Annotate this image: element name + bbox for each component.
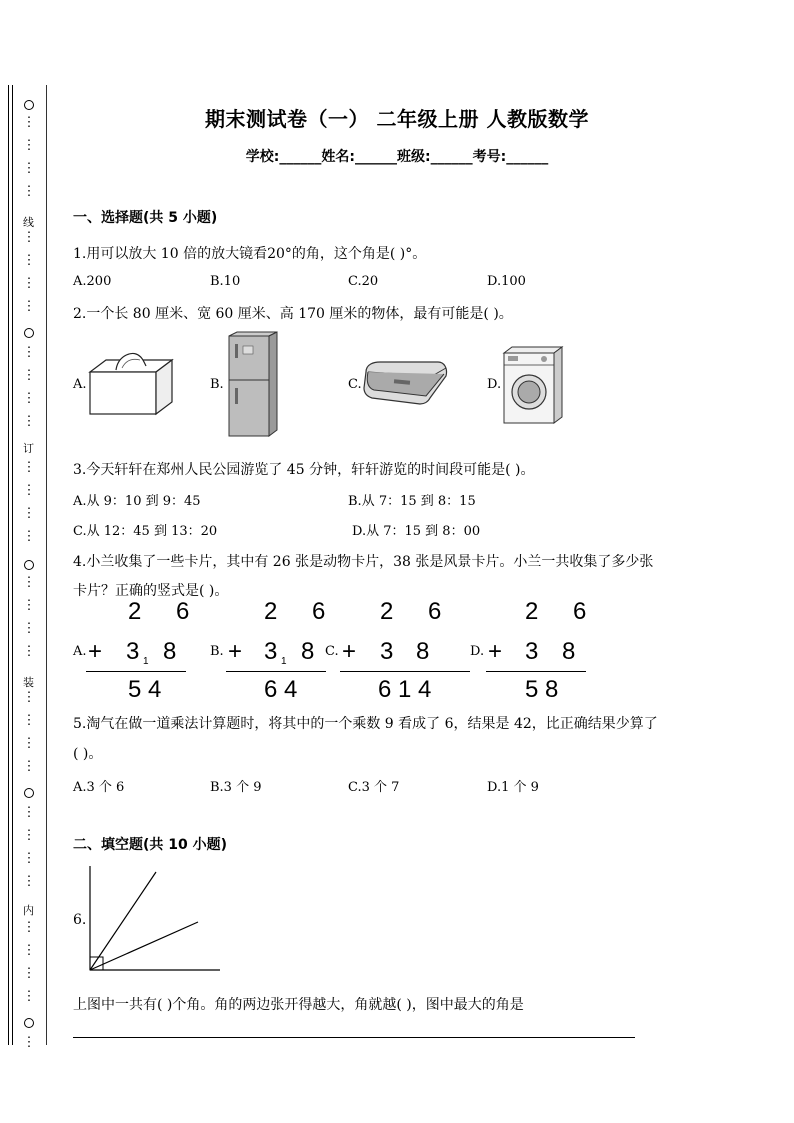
q4-d-rule [486,671,586,672]
margin-line-inner [12,85,13,1045]
q4-option-a-label: A. [73,644,87,659]
margin-dots: ⋮ [22,138,36,153]
q3-option-c: C.从 12：45 到 13：20 [73,524,218,539]
margin-circle [24,560,34,570]
margin-dots: ⋮ [22,345,36,360]
margin-dots: ⋮ [22,805,36,820]
q4-d-plus: + [488,638,503,665]
margin-dots: ⋮ [22,598,36,613]
q1-option-d: D.100 [487,274,526,289]
margin-char: 装 [23,676,34,689]
margin-circle [24,1018,34,1028]
q6-answer-line [73,1037,635,1038]
q4-a-carry: 1 [143,656,149,667]
margin-dots: ⋮ [22,368,36,383]
margin-dots: ⋮ [22,483,36,498]
q3-option-b: B.从 7：15 到 8：15 [348,494,476,509]
q4-d-mid1: 3 [525,638,539,665]
margin-dots: ⋮ [22,161,36,176]
section-choice-title: 一、选择题(共 5 小题) [73,210,218,226]
margin-dots: ⋮ [22,851,36,866]
pencil-case-icon [360,358,450,408]
q1-option-a: A.200 [73,274,112,289]
q4-c-plus: + [342,638,357,665]
margin-dots: ⋮ [22,184,36,199]
q4-d-top: 2 6 [525,598,601,625]
margin-dots: ⋮ [22,529,36,544]
margin-circle [24,788,34,798]
section-fill-title: 二、填空题(共 10 小题) [73,837,228,853]
q4-c-mid2: 8 [416,638,430,665]
q4-c-mid1: 3 [380,638,394,665]
q3-option-d: D.从 7：15 到 8：00 [352,524,481,539]
angle-figure [84,864,224,976]
margin-dots: ⋮ [22,621,36,636]
question-6-text: 上图中一共有( )个角。角的两边张开得越大，角就越( )，图中最大的角是 [73,997,524,1013]
margin-dots: ⋮ [22,690,36,705]
margin-dots: ⋮ [22,966,36,981]
question-4-line2: 卡片？正确的竖式是( )。 [73,583,229,599]
margin-dots: ⋮ [22,759,36,774]
margin-dots: ⋮ [22,230,36,245]
q1-option-b: B.10 [210,274,241,289]
margin-dots: ⋮ [22,506,36,521]
margin-dots: ⋮ [22,828,36,843]
margin-line-outer [8,85,9,1045]
q4-b-rule [226,671,326,672]
q4-a-mid2: 8 [163,638,177,665]
margin-dots: ⋮ [22,276,36,291]
q4-a-result: 5 4 [128,676,162,703]
q5-option-b: B.3 个 9 [210,780,262,795]
refrigerator-icon [225,330,281,440]
margin-dots: ⋮ [22,1035,36,1050]
q3-option-a: A.从 9：10 到 9：45 [73,494,201,509]
question-1: 1.用可以放大 10 倍的放大镜看20°的角，这个角是( )°。 [73,246,427,262]
q4-a-rule [86,671,186,672]
q4-d-mid2: 8 [562,638,576,665]
margin-char: 订 [23,442,34,455]
q4-option-b-label: B. [210,644,224,659]
q4-d-result: 5 8 [525,676,559,703]
q5-option-c: C.3 个 7 [348,780,400,795]
margin-dots: ⋮ [22,253,36,268]
q4-c-rule [340,671,470,672]
margin-dots: ⋮ [22,391,36,406]
q4-b-top: 2 6 [264,598,340,625]
q4-a-mid1: 3 [126,638,140,665]
question-5-line1: 5.淘气在做一道乘法计算题时，将其中的一个乘数 9 看成了 6，结果是 42，比正确结果少算了 [73,716,658,732]
q4-option-c-label: C. [325,644,339,659]
q2-option-d: D. [487,377,502,392]
student-info-line: 学校:______姓名:______班级:______考号:______ [245,149,549,165]
q4-b-mid1: 3 [264,638,278,665]
q4-c-result: 6 1 4 [378,676,432,703]
margin-dots: ⋮ [22,414,36,429]
margin-dots: ⋮ [22,644,36,659]
q4-b-result: 6 4 [264,676,298,703]
q4-b-plus: + [228,638,243,665]
q4-option-d-label: D. [470,644,485,659]
margin-circle [24,328,34,338]
question-4-line1: 4.小兰收集了一些卡片，其中有 26 张是动物卡片，38 张是风景卡片。小兰一共收集了多少张 [73,554,654,570]
tissue-box-icon [86,350,176,420]
margin-dots: ⋮ [22,989,36,1004]
margin-dots: ⋮ [22,920,36,935]
margin-dots: ⋮ [22,874,36,889]
q4-a-top: 2 6 [128,598,204,625]
margin-char: 内 [23,904,34,917]
q2-option-c: C. [348,377,362,392]
q4-c-top: 2 6 [380,598,456,625]
q2-option-b: B. [210,377,224,392]
margin-line-right [46,85,47,1045]
q2-option-a: A. [73,377,87,392]
margin-dots: ⋮ [22,713,36,728]
question-3: 3.今天轩轩在郑州人民公园游览了 45 分钟，轩轩游览的时间段可能是( )。 [73,462,535,478]
washing-machine-icon [500,345,566,425]
q4-b-mid2: 8 [301,638,315,665]
q5-option-d: D.1 个 9 [487,780,539,795]
page-title: 期末测试卷（一） 二年级上册 人教版数学 [205,107,589,131]
question-2: 2.一个长 80 厘米、宽 60 厘米、高 170 厘米的物体，最有可能是( )。 [73,306,513,322]
question-6-label: 6. [73,912,87,928]
q4-a-plus: + [88,638,103,665]
margin-char: 线 [23,216,34,229]
margin-dots: ⋮ [22,460,36,475]
margin-dots: ⋮ [22,299,36,314]
margin-dots: ⋮ [22,575,36,590]
margin-dots: ⋮ [22,943,36,958]
q1-option-c: C.20 [348,274,379,289]
q4-b-carry: 1 [281,656,287,667]
margin-dots: ⋮ [22,736,36,751]
margin-dots: ⋮ [22,115,36,130]
q5-option-a: A.3 个 6 [73,780,125,795]
question-5-line2: ( )。 [73,746,103,762]
